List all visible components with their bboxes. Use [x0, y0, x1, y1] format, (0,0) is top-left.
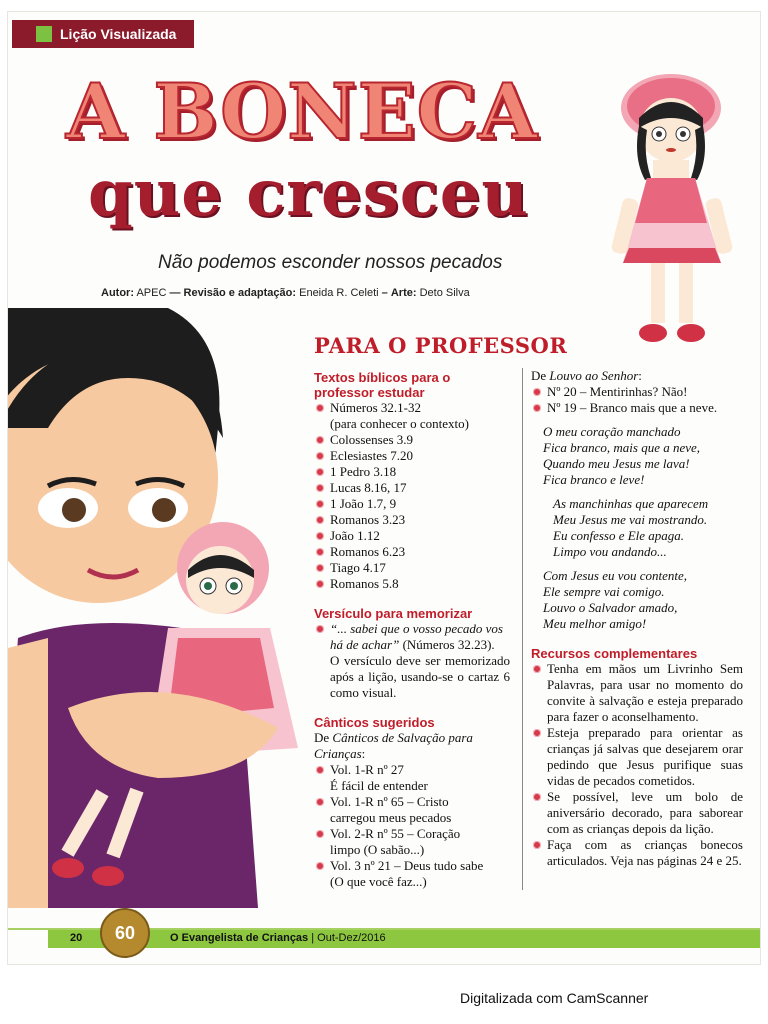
- texts-heading: Textos bíblicos para o professor estudar: [314, 370, 451, 400]
- list-item: 1 Pedro 3.18: [314, 464, 510, 480]
- credits: Autor: APEC — Revisão e adaptação: Eneida R. Celeti – Arte: Deto Silva: [101, 287, 470, 299]
- list-item: Romanos 6.23: [314, 544, 510, 560]
- scanner-watermark: Digitalizada com CamScanner: [460, 990, 649, 1006]
- list-item: Nº 19 – Branco mais que a neve.: [531, 400, 743, 416]
- subtitle: Não podemos esconder nossos pecados: [158, 252, 503, 273]
- section-tag: [12, 20, 194, 48]
- section-label: Lição Visualizada: [60, 26, 177, 42]
- list-item: Lucas 8.16, 17: [314, 480, 510, 496]
- girl-with-doll-illustration: [8, 308, 308, 908]
- list-item: João 1.12: [314, 528, 510, 544]
- list-item: Tiago 4.17: [314, 560, 510, 576]
- magazine-name: O Evangelista de Crianças | Out-Dez/2016: [170, 932, 386, 944]
- page-footer: [8, 904, 760, 954]
- list-item: Se possível, leve um bolo de aniversário decorado, para saborear com as crianças depois da lição.: [531, 789, 743, 837]
- louvor-intro: De Louvo ao Senhor:: [531, 368, 642, 383]
- poem-stanza-1: O meu coração manchado Fica branco, mais que a neve, Quando meu Jesus me lava! Fica branco e leve!: [543, 424, 701, 487]
- anniversary-seal-icon: 60: [100, 908, 150, 958]
- list-item: Colossenses 3.9: [314, 432, 510, 448]
- square-icon: [36, 26, 52, 42]
- title-line-1: A BONECA: [66, 67, 539, 156]
- title-line-2: que cresceu: [88, 156, 529, 231]
- resources-heading: Recursos complementares: [531, 646, 698, 661]
- professor-section-title: PARA O PROFESSOR: [314, 333, 568, 358]
- list-item: Romanos 5.8: [314, 576, 510, 592]
- footer-band: [48, 930, 760, 948]
- songs-intro: De Cânticos de Salvação para Crianças:: [314, 730, 473, 761]
- list-item: Romanos 3.23: [314, 512, 510, 528]
- songs-list: [314, 762, 510, 890]
- list-item: 1 João 1.7, 9: [314, 496, 510, 512]
- magazine-page: [8, 12, 760, 964]
- poem-stanza-3: Com Jesus eu vou contente, Ele sempre vai comigo. Louvo o Salvador amado, Meu melhor amigo!: [543, 568, 688, 631]
- page-number: 20: [70, 932, 83, 944]
- doll-illustration: [603, 48, 743, 353]
- bible-texts-list: [314, 400, 510, 592]
- louvor-list: [531, 384, 743, 416]
- list-item: Tenha em mãos um Livrinho Sem Palavras, para usar no momento do convite à salvação e esteja preparado para fazer o aconselhamento.: [531, 661, 743, 725]
- verse-heading: Versículo para memorizar: [314, 606, 473, 621]
- list-item: Faça com as crianças bonecos articulados. Veja nas páginas 24 e 25.: [531, 837, 743, 869]
- poem-stanza-2: As manchinhas que aparecem Meu Jesus me vai mostrando. Eu confesso e Ele apaga. Limpo vou andando...: [553, 496, 709, 559]
- verse-list: [314, 621, 510, 653]
- list-item: Nº 20 – Mentirinhas? Não!: [531, 384, 743, 400]
- list-item: Vol. 1-R nº 65 – Cristo carregou meus pecados: [314, 794, 510, 826]
- songs-heading: Cânticos sugeridos: [314, 715, 435, 730]
- list-item: Esteja preparado para orientar as crianças já salvas que desejarem orar pedindo que Jesus purifique suas vidas de pecados cometidos.: [531, 725, 743, 789]
- list-item: Vol. 2-R nº 55 – Coração limpo (O sabão...): [314, 826, 510, 858]
- professor-right-column: [522, 368, 743, 890]
- list-item: Vol. 1-R nº 27 É fácil de entender: [314, 762, 510, 794]
- verse-note: O versículo deve ser memorizado após a lição, usando-se o cartaz 6 como visual.: [330, 653, 510, 700]
- list-item: Vol. 3 nº 21 – Deus tudo sabe (O que você faz...): [314, 858, 510, 890]
- list-item: Eclesiastes 7.20: [314, 448, 510, 464]
- list-item: Números 32.1-32 (para conhecer o contexto): [314, 400, 510, 432]
- list-item: “... sabei que o vosso pecado vos há de achar” (Números 32.23).: [314, 621, 510, 653]
- resources-list: [531, 661, 743, 869]
- professor-left-column: [314, 370, 510, 890]
